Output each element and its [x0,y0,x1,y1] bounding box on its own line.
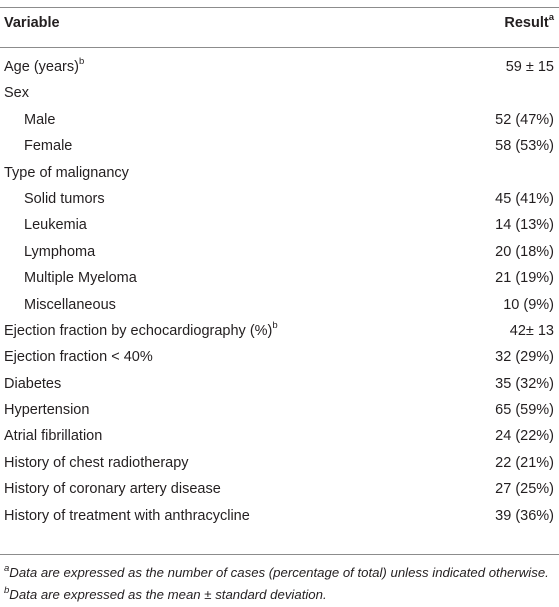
row-value: 24 (22%) [495,428,554,445]
table-row [0,373,559,399]
table-bottom-rule [0,554,559,555]
row-label-text: Age (years) [4,59,79,75]
table-row [0,320,559,346]
row-label [24,244,95,260]
table-row [0,241,559,267]
row-label [24,217,87,233]
header-result-label: Result [504,15,549,31]
row-label [4,455,189,471]
row-label [4,481,221,497]
row-value: 20 (18%) [495,243,554,260]
row-label [4,320,278,339]
table-row [0,214,559,240]
row-label [24,112,55,128]
row-label-text: Miscellaneous [24,296,116,313]
row-value: 59 ± 15 [505,59,554,75]
row-label-text: Male [24,111,56,128]
row-value: 45 (41%) [495,190,554,207]
table-row [0,109,559,135]
row-footnote-mark: b [78,56,85,68]
row-label-text: Atrial fibrillation [4,428,103,445]
table-header-rule [0,47,559,48]
row-label [4,56,85,75]
row-label-text: History of coronary artery disease [4,481,221,498]
row-label-text: Ejection fraction < 40% [4,349,153,366]
row-label [4,85,29,101]
row-label [4,165,129,181]
table-row [0,135,559,161]
row-label-text: Solid tumors [24,190,105,207]
row-label-text: History of chest radiotherapy [4,454,189,471]
row-value: 32 (29%) [495,349,554,366]
row-label [4,402,89,418]
table-row [0,294,559,320]
row-label [24,138,72,154]
table-footnotes [4,564,554,603]
row-footnote-mark: b [272,320,278,332]
table-row [0,452,559,478]
table-row [0,82,559,108]
footnote-b-mark: b [4,584,10,596]
table-body [0,56,559,531]
row-label [24,297,116,313]
table-row [0,505,559,531]
row-label [24,191,105,207]
footnote-a-text: Data are expressed as the number of cases (percentage of total) unless indicated otherwise. [9,565,549,580]
table-row [0,188,559,214]
row-label-text: Diabetes [4,375,62,392]
header-variable: Variable [4,15,60,31]
footnote-b-text: Data are expressed as the mean ± standard deviation. [9,587,327,602]
row-value: 10 (9%) [503,296,554,313]
footnote-a-mark: a [4,562,10,574]
row-value: 22 (21%) [495,454,554,471]
row-value: 58 (53%) [495,138,554,155]
table-row [0,425,559,451]
row-value: 65 (59%) [495,402,554,419]
row-value: 21 (19%) [495,270,554,287]
table-header-row [0,8,559,47]
row-label-text: History of treatment with anthracycline [4,507,250,524]
row-label-text: Type of malignancy [4,164,129,181]
row-value: 35 (32%) [495,375,554,392]
row-label-text: Lymphoma [24,243,96,260]
row-label-text: Sex [4,85,29,102]
row-label [4,428,102,444]
row-value: 42± 13 [509,322,554,339]
header-result-footnote-mark: a [548,12,554,24]
row-label-text: Hypertension [4,402,90,419]
row-label [4,508,250,524]
row-value: 27 (25%) [495,481,554,498]
row-label-text: Ejection fraction by echocardiography (%) [4,322,273,339]
row-label-text: Leukemia [24,217,87,234]
table-row [0,162,559,188]
table-row [0,56,559,82]
table-row [0,346,559,372]
row-label [4,349,153,365]
row-value: 52 (47%) [495,111,554,128]
header-result [504,12,554,31]
row-value: 39 (36%) [495,507,554,524]
row-label [4,376,61,392]
row-label [24,270,137,286]
row-label-text: Multiple Myeloma [24,270,137,287]
table-row [0,478,559,504]
table-row [0,267,559,293]
table-row [0,399,559,425]
row-value: 14 (13%) [495,217,554,234]
row-label-text: Female [24,138,73,155]
footnote-a [4,564,554,581]
footnote-b [4,586,554,603]
